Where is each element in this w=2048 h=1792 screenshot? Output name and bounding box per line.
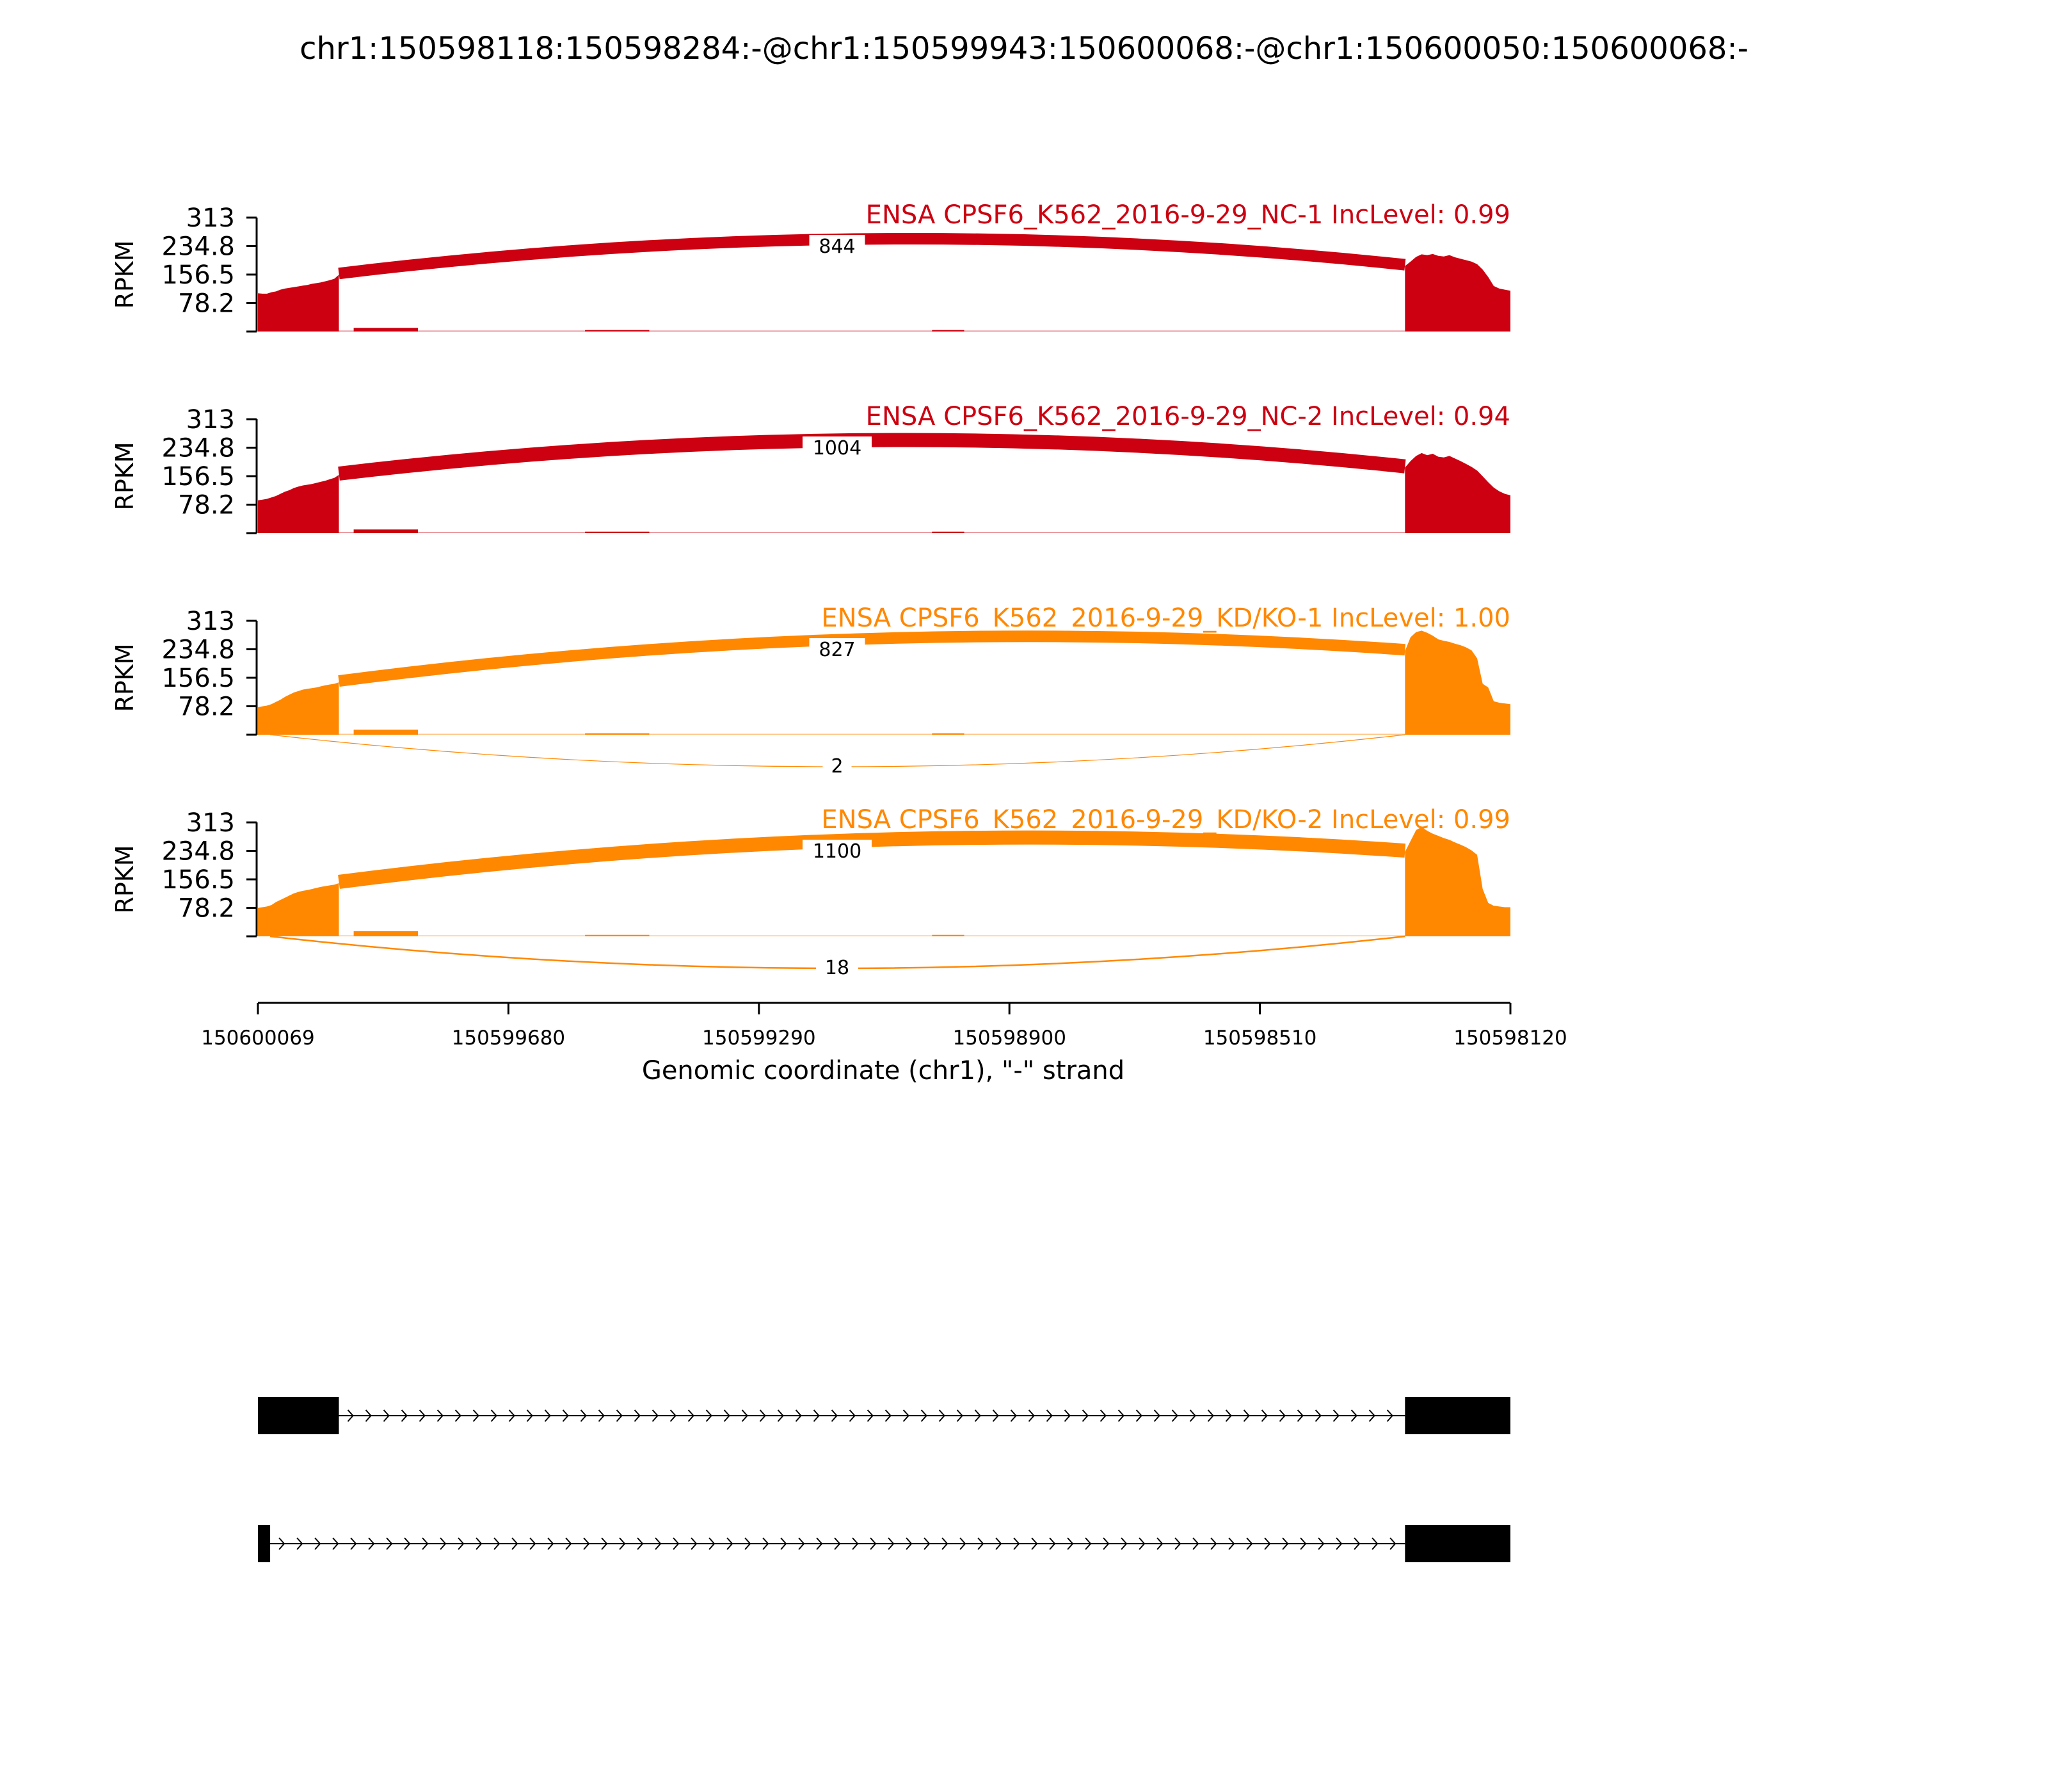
coverage-upstream-exon [258,475,339,533]
y-tick-label: 156.5 [161,865,235,895]
coverage-downstream-exon [1405,630,1510,735]
y-tick-label: 234.8 [161,836,235,867]
junction-count-label: 18 [824,957,850,979]
y-tick-label: 156.5 [161,462,235,492]
exon-block [258,1525,270,1562]
y-tick-label: 234.8 [161,232,235,262]
coverage-downstream-exon [1405,827,1510,936]
coverage-bump [354,328,418,332]
junction-count-label: 2 [831,755,844,778]
exon-block [258,1397,339,1434]
sample-label: ENSA CPSF6_K562_2016-9-29_NC-1 IncLevel: 0.99 [865,200,1510,230]
sample-label: ENSA CPSF6_K562_2016-9-29_KD/KO-2 IncLevel: 0.99 [821,805,1510,835]
coverage-downstream-exon [1405,254,1510,332]
y-tick-label: 78.2 [177,893,235,924]
plot-title: chr1:150598118:150598284:-@chr1:150599943:150600068:-@chr1:150600050:150600068:- [300,31,1748,67]
junction-count-label: 827 [819,639,856,661]
panel-1 [111,200,1510,332]
coverage-intron [339,936,1405,937]
x-axis-label: Genomic coordinate (chr1), "-" strand [641,1056,1125,1085]
panels-group [111,200,1510,979]
junction-count-label: 1004 [812,437,862,460]
coverage-bump [932,532,964,533]
coverage-bump [585,532,649,533]
coverage-intron [339,532,1405,534]
x-tick-label: 150598900 [952,1027,1066,1050]
y-tick-label: 78.2 [177,692,235,722]
coverage-bump [354,931,418,936]
coverage-bump [354,529,418,533]
coverage-downstream-exon [1405,453,1510,533]
coverage-bump [932,330,964,332]
y-tick-label: 78.2 [177,490,235,520]
x-tick-label: 150600069 [201,1027,315,1050]
panel-4 [111,805,1510,979]
y-tick-label: 313 [186,204,235,233]
panel-3 [111,604,1510,778]
x-tick-label: 150599680 [451,1027,566,1050]
x-tick-label: 150598120 [1453,1027,1567,1050]
y-axis-label: RPKM [111,643,139,712]
junction-arc [339,440,1405,474]
isoform-track [258,1397,1510,1562]
x-axis [201,1003,1567,1050]
y-tick-label: 156.5 [161,260,235,290]
junction-count-label: 844 [819,236,856,258]
coverage-bump [354,730,418,735]
y-tick-label: 234.8 [161,433,235,463]
y-tick-label: 156.5 [161,664,235,693]
sample-label: ENSA CPSF6_K562_2016-9-29_NC-2 IncLevel: 0.94 [865,402,1510,431]
x-tick-label: 150599290 [702,1027,816,1050]
coverage-bump [932,935,964,936]
junction-arc [339,636,1405,681]
isoform-2 [258,1525,1510,1562]
y-axis-label: RPKM [111,240,139,309]
coverage-intron [339,331,1405,332]
y-tick-label: 234.8 [161,635,235,665]
y-tick-label: 313 [186,405,235,435]
coverage-upstream-exon [258,275,339,332]
x-tick-label: 150598510 [1203,1027,1317,1050]
junction-arc [339,239,1405,273]
y-tick-label: 313 [186,808,235,838]
exon-block [1405,1525,1510,1562]
exon-block [1405,1397,1510,1434]
sample-label: ENSA CPSF6_K562_2016-9-29_KD/KO-1 IncLevel: 1.00 [821,604,1510,633]
coverage-upstream-exon [258,682,339,735]
coverage-bump [932,733,964,735]
y-tick-label: 78.2 [177,289,235,319]
y-axis-label: RPKM [111,845,139,914]
coverage-bump [585,733,649,735]
coverage-bump [585,330,649,332]
coverage-intron [339,734,1405,735]
junction-count-label: 1100 [812,840,862,863]
junction-arc [339,838,1405,882]
coverage-bump [585,935,649,936]
coverage-upstream-exon [258,883,339,936]
panel-2 [111,402,1510,533]
isoform-1 [258,1397,1510,1434]
y-tick-label: 313 [186,607,235,636]
y-axis-label: RPKM [111,442,139,511]
